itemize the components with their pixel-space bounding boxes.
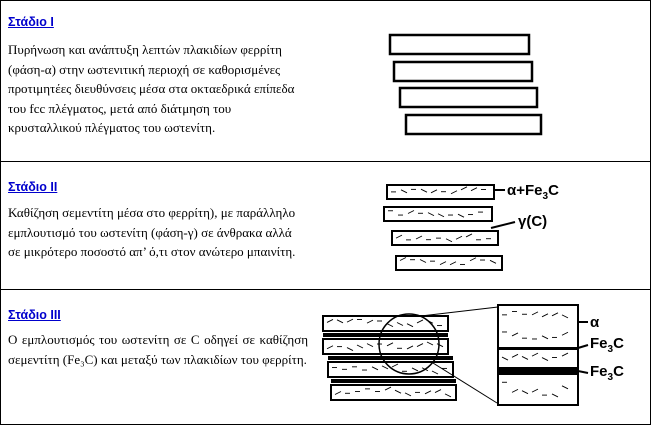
zoom-carbide-thin (498, 347, 578, 350)
zoom-carbide-thick (498, 367, 578, 375)
ferrite-carbide-plate-4 (396, 256, 502, 270)
stage3-plate-4 (331, 385, 456, 400)
stage3-plate-1 (323, 316, 448, 331)
stage-2-description: Καθίζηση σεμεντίτη μέσα στο φερρίτη), με παράλληλο εμπλουτισμό του ωστενίτη (φάση-γ) σε άνθρακα αλλά σε μικρότερο ποσοστό απ’ ό,τι στον ανώτερο μπαινίτη. (8, 205, 296, 259)
carbide-layer-1 (323, 333, 448, 337)
stage-2-section (0, 162, 651, 290)
zoom-line-top (421, 307, 498, 316)
stage-3-description: Ο εμπλουτισμός του ωστενίτη σε C οδηγεί σε καθίζηση σεμεντίτη (Fe₃C) και μεταξύ των πλακιδίων του φερρίτη. (8, 332, 308, 367)
stage-3-title[interactable]: Στάδιο III (8, 308, 61, 322)
stage-3-section (0, 290, 651, 425)
fe3c-label-2: $Fe_3C$ (590, 363, 624, 383)
stage-1-section (0, 0, 651, 162)
stage-1-description: Πυρήνωση και ανάπτυξη λεπτών πλακιδίων φερρίτη (φάση-α) στην ωστενιτική περιοχή σε καθορισμένες προτιμητέες διευθύνσεις μέσα στα οκταεδρικά επίπεδα του fcc πλέγματος, μετά από διάτμηση του κρυσταλλικού πλέγματος του ωστενίτη. (8, 42, 295, 135)
carbide-layer-3 (331, 379, 456, 383)
ferrite-plate-4 (406, 115, 541, 134)
ferrite-plate-3 (400, 88, 537, 107)
ferrite-plate-1 (390, 35, 529, 54)
ferrite-carbide-plate-3 (392, 231, 498, 245)
stage-2-diagram (1, 162, 652, 290)
fe3c-label-1: $Fe_3C$ (590, 335, 624, 355)
ferrite-plate-2 (394, 62, 532, 81)
gamma-c-leader (491, 222, 515, 228)
stage-1-diagram (1, 1, 652, 163)
zoom-box (498, 305, 578, 405)
stage-2-title[interactable]: Στάδιο II (8, 180, 58, 194)
alpha-fe3c-label: $\alpha+Fe_3C$ (507, 182, 559, 202)
stage-1-title[interactable]: Στάδιο I (8, 15, 54, 29)
ferrite-carbide-plate-1 (387, 185, 494, 199)
gamma-c-label: γ(C) (518, 213, 548, 230)
stage-3-diagram (1, 290, 652, 425)
alpha-label-3: α (590, 314, 600, 331)
